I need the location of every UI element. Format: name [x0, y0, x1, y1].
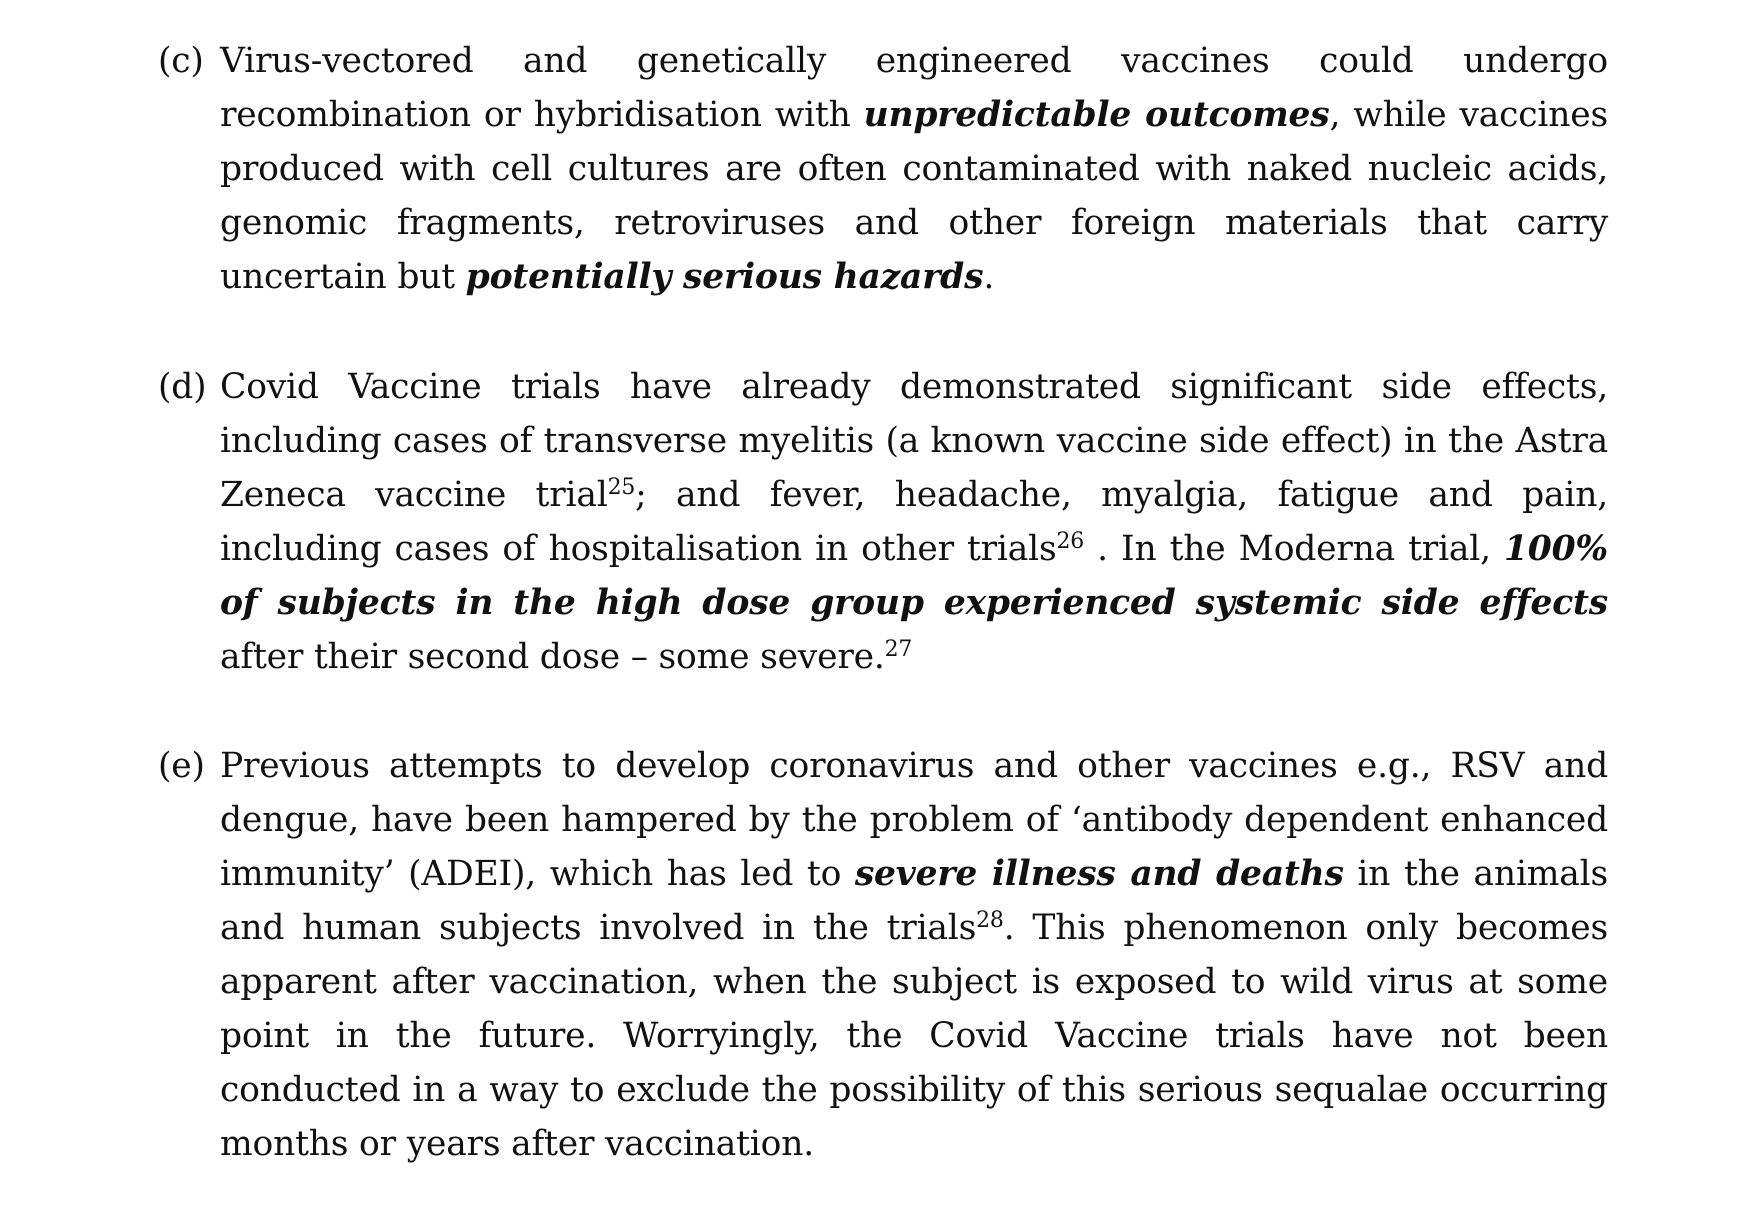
text-run: .	[983, 257, 995, 297]
paragraph-body	[220, 360, 1608, 684]
text-run: Covid Vaccine trials have already demonstrated significant side effects, including cases of transverse myelitis (a known vaccine side effect) in the Astra Zeneca vaccine trial	[220, 367, 1608, 515]
paragraph-e	[158, 739, 1608, 1171]
emphasis-text: unpredictable outcomes	[863, 95, 1330, 135]
text-run: , while vaccines produced with cell cultures are often contaminated with naked nucleic acids, genomic fragments, retroviruses and other foreign materials that carry uncertain but	[220, 95, 1608, 297]
footnote-ref-27[interactable]: 27	[884, 636, 913, 662]
paragraph-d	[158, 360, 1608, 684]
emphasis-text: severe illness and deaths	[854, 854, 1344, 894]
paragraph-marker: (d)	[158, 367, 207, 407]
text-run: Virus-vectored and genetically engineered vaccines could undergo recombination or hybridisation with	[220, 41, 1608, 135]
text-run: . This phenomenon only becomes apparent after vaccination, when the subject is exposed to wild virus at some point in the future. Worryingly, the Covid Vaccine trials have not been conducted in a way to exclude the possibility of this serious sequalae occurring months or years after vaccination.	[220, 908, 1608, 1164]
emphasis-text: 100% of subjects in the high dose group experienced systemic side effects	[220, 529, 1608, 623]
paragraph-body	[220, 34, 1608, 304]
paragraph-marker: (c)	[158, 41, 204, 81]
footnote-ref-25[interactable]: 25	[607, 474, 636, 500]
text-run: in the animals and human subjects involved in the trials	[220, 854, 1608, 948]
text-run: Previous attempts to develop coronavirus and other vaccines e.g., RSV and dengue, have been hampered by the problem of ‘antibody dependent enhanced immunity’ (ADEI), which has led to	[220, 746, 1608, 894]
paragraph-c	[158, 34, 1608, 304]
paragraph-marker: (e)	[158, 746, 205, 786]
paragraph-body	[220, 739, 1608, 1171]
text-run: ; and fever, headache, myalgia, fatigue and pain, including cases of hospitalisation in other trials	[220, 475, 1609, 569]
footnote-ref-26[interactable]: 26	[1056, 528, 1085, 554]
emphasis-text: potentially serious hazards	[465, 257, 984, 297]
text-run: after their second dose – some severe.	[220, 637, 885, 677]
footnote-ref-28[interactable]: 28	[976, 907, 1004, 933]
text-run: . In the Moderna trial,	[1084, 529, 1504, 569]
